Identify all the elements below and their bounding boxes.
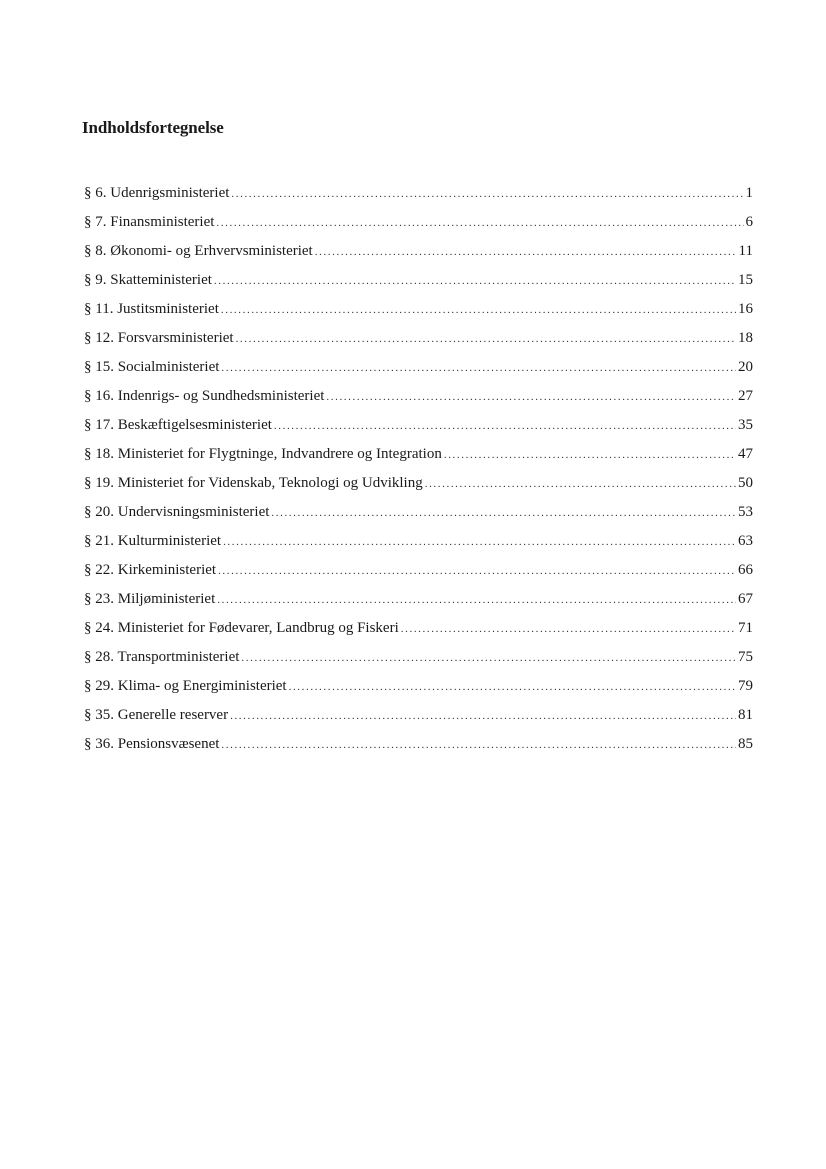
- dot-leader: [315, 242, 737, 262]
- toc-entry-label: § 35. Generelle reserver: [84, 707, 229, 723]
- toc-entry-label: § 21. Kulturministeriet: [84, 533, 222, 549]
- toc-entry-label: § 23. Miljøministeriet: [84, 591, 216, 607]
- toc-entry-page-number: 63: [738, 533, 753, 549]
- toc-entry-page-number: 79: [738, 678, 753, 694]
- toc-entry: [84, 705, 753, 734]
- toc-entry-page-number: 35: [738, 417, 753, 433]
- toc-entry: [84, 415, 753, 444]
- toc-entry: [84, 241, 753, 270]
- dot-leader: [274, 416, 736, 436]
- dot-leader: [223, 532, 736, 552]
- dot-leader: [271, 503, 736, 523]
- toc-entry-label: § 7. Finansministeriet: [84, 214, 215, 230]
- toc-entry: [84, 386, 753, 415]
- dot-leader: [221, 358, 736, 378]
- toc-entry-page-number: 47: [738, 446, 753, 462]
- toc-entry-label: § 9. Skatteministeriet: [84, 272, 212, 288]
- dot-leader: [231, 184, 743, 204]
- toc-entry: [84, 328, 753, 357]
- dot-leader: [444, 445, 736, 465]
- dot-leader: [425, 474, 736, 494]
- toc-entry: [84, 647, 753, 676]
- toc-entry-page-number: 75: [738, 649, 753, 665]
- toc-entry-label: § 24. Ministeriet for Fødevarer, Landbrug og Fiskeri: [84, 620, 399, 636]
- toc-entry-page-number: 1: [745, 185, 753, 201]
- toc-entry-page-number: 20: [738, 359, 753, 375]
- dot-leader: [217, 590, 736, 610]
- toc-entry-page-number: 15: [738, 272, 753, 288]
- toc-entry-label: § 36. Pensionsvæsenet: [84, 736, 220, 752]
- toc-entry-label: § 18. Ministeriet for Flygtninge, Indvandrere og Integration: [84, 446, 442, 462]
- toc-entry: [84, 676, 753, 705]
- dot-leader: [401, 619, 736, 639]
- toc-entry: [84, 299, 753, 328]
- dot-leader: [230, 706, 736, 726]
- toc-entry-label: § 28. Transportministeriet: [84, 649, 240, 665]
- toc-entry-label: § 17. Beskæftigelsesministeriet: [84, 417, 272, 433]
- toc-entry-label: § 22. Kirkeministeriet: [84, 562, 217, 578]
- toc-entry: [84, 444, 753, 473]
- toc-entry-label: § 8. Økonomi- og Erhvervsministeriet: [84, 243, 313, 259]
- toc-entry-page-number: 27: [738, 388, 753, 404]
- toc-entry-label: § 11. Justitsministeriet: [84, 301, 219, 317]
- dot-leader: [216, 213, 743, 233]
- dot-leader: [241, 648, 736, 668]
- toc-entry-label: § 12. Forsvarsministeriet: [84, 330, 234, 346]
- toc-entry: [84, 589, 753, 618]
- toc-entry-label: § 19. Ministeriet for Videnskab, Teknologi og Udvikling: [84, 475, 423, 491]
- toc-entry-page-number: 18: [738, 330, 753, 346]
- toc-entry-page-number: 6: [745, 214, 753, 230]
- dot-leader: [289, 677, 736, 697]
- dot-leader: [221, 735, 736, 755]
- toc-title: Indholdsfortegnelse: [82, 118, 224, 137]
- toc-entry: [84, 502, 753, 531]
- toc-entry-page-number: 53: [738, 504, 753, 520]
- toc-entry: [84, 183, 753, 212]
- toc-entry-label: § 16. Indenrigs- og Sundhedsministeriet: [84, 388, 325, 404]
- toc-entry-label: § 20. Undervisningsministeriet: [84, 504, 270, 520]
- toc-entry-page-number: 66: [738, 562, 753, 578]
- toc-entry-page-number: 16: [738, 301, 753, 317]
- toc-entry: [84, 357, 753, 386]
- toc-entry: [84, 734, 753, 763]
- dot-leader: [218, 561, 736, 581]
- toc-entry: [84, 270, 753, 299]
- dot-leader: [221, 300, 736, 320]
- toc-entry-page-number: 11: [738, 243, 753, 259]
- toc-entry-label: § 29. Klima- og Energiministeriet: [84, 678, 287, 694]
- dot-leader: [214, 271, 736, 291]
- toc-entry-page-number: 50: [738, 475, 753, 491]
- toc-entry-page-number: 67: [738, 591, 753, 607]
- table-of-contents: [84, 183, 753, 763]
- toc-entry: [84, 212, 753, 241]
- toc-entry-page-number: 71: [738, 620, 753, 636]
- dot-leader: [236, 329, 736, 349]
- toc-entry: [84, 560, 753, 589]
- toc-entry: [84, 531, 753, 560]
- toc-entry-page-number: 81: [738, 707, 753, 723]
- toc-entry-page-number: 85: [738, 736, 753, 752]
- toc-entry: [84, 618, 753, 647]
- toc-entry: [84, 473, 753, 502]
- dot-leader: [326, 387, 736, 407]
- toc-entry-label: § 15. Socialministeriet: [84, 359, 220, 375]
- toc-entry-label: § 6. Udenrigsministeriet: [84, 185, 230, 201]
